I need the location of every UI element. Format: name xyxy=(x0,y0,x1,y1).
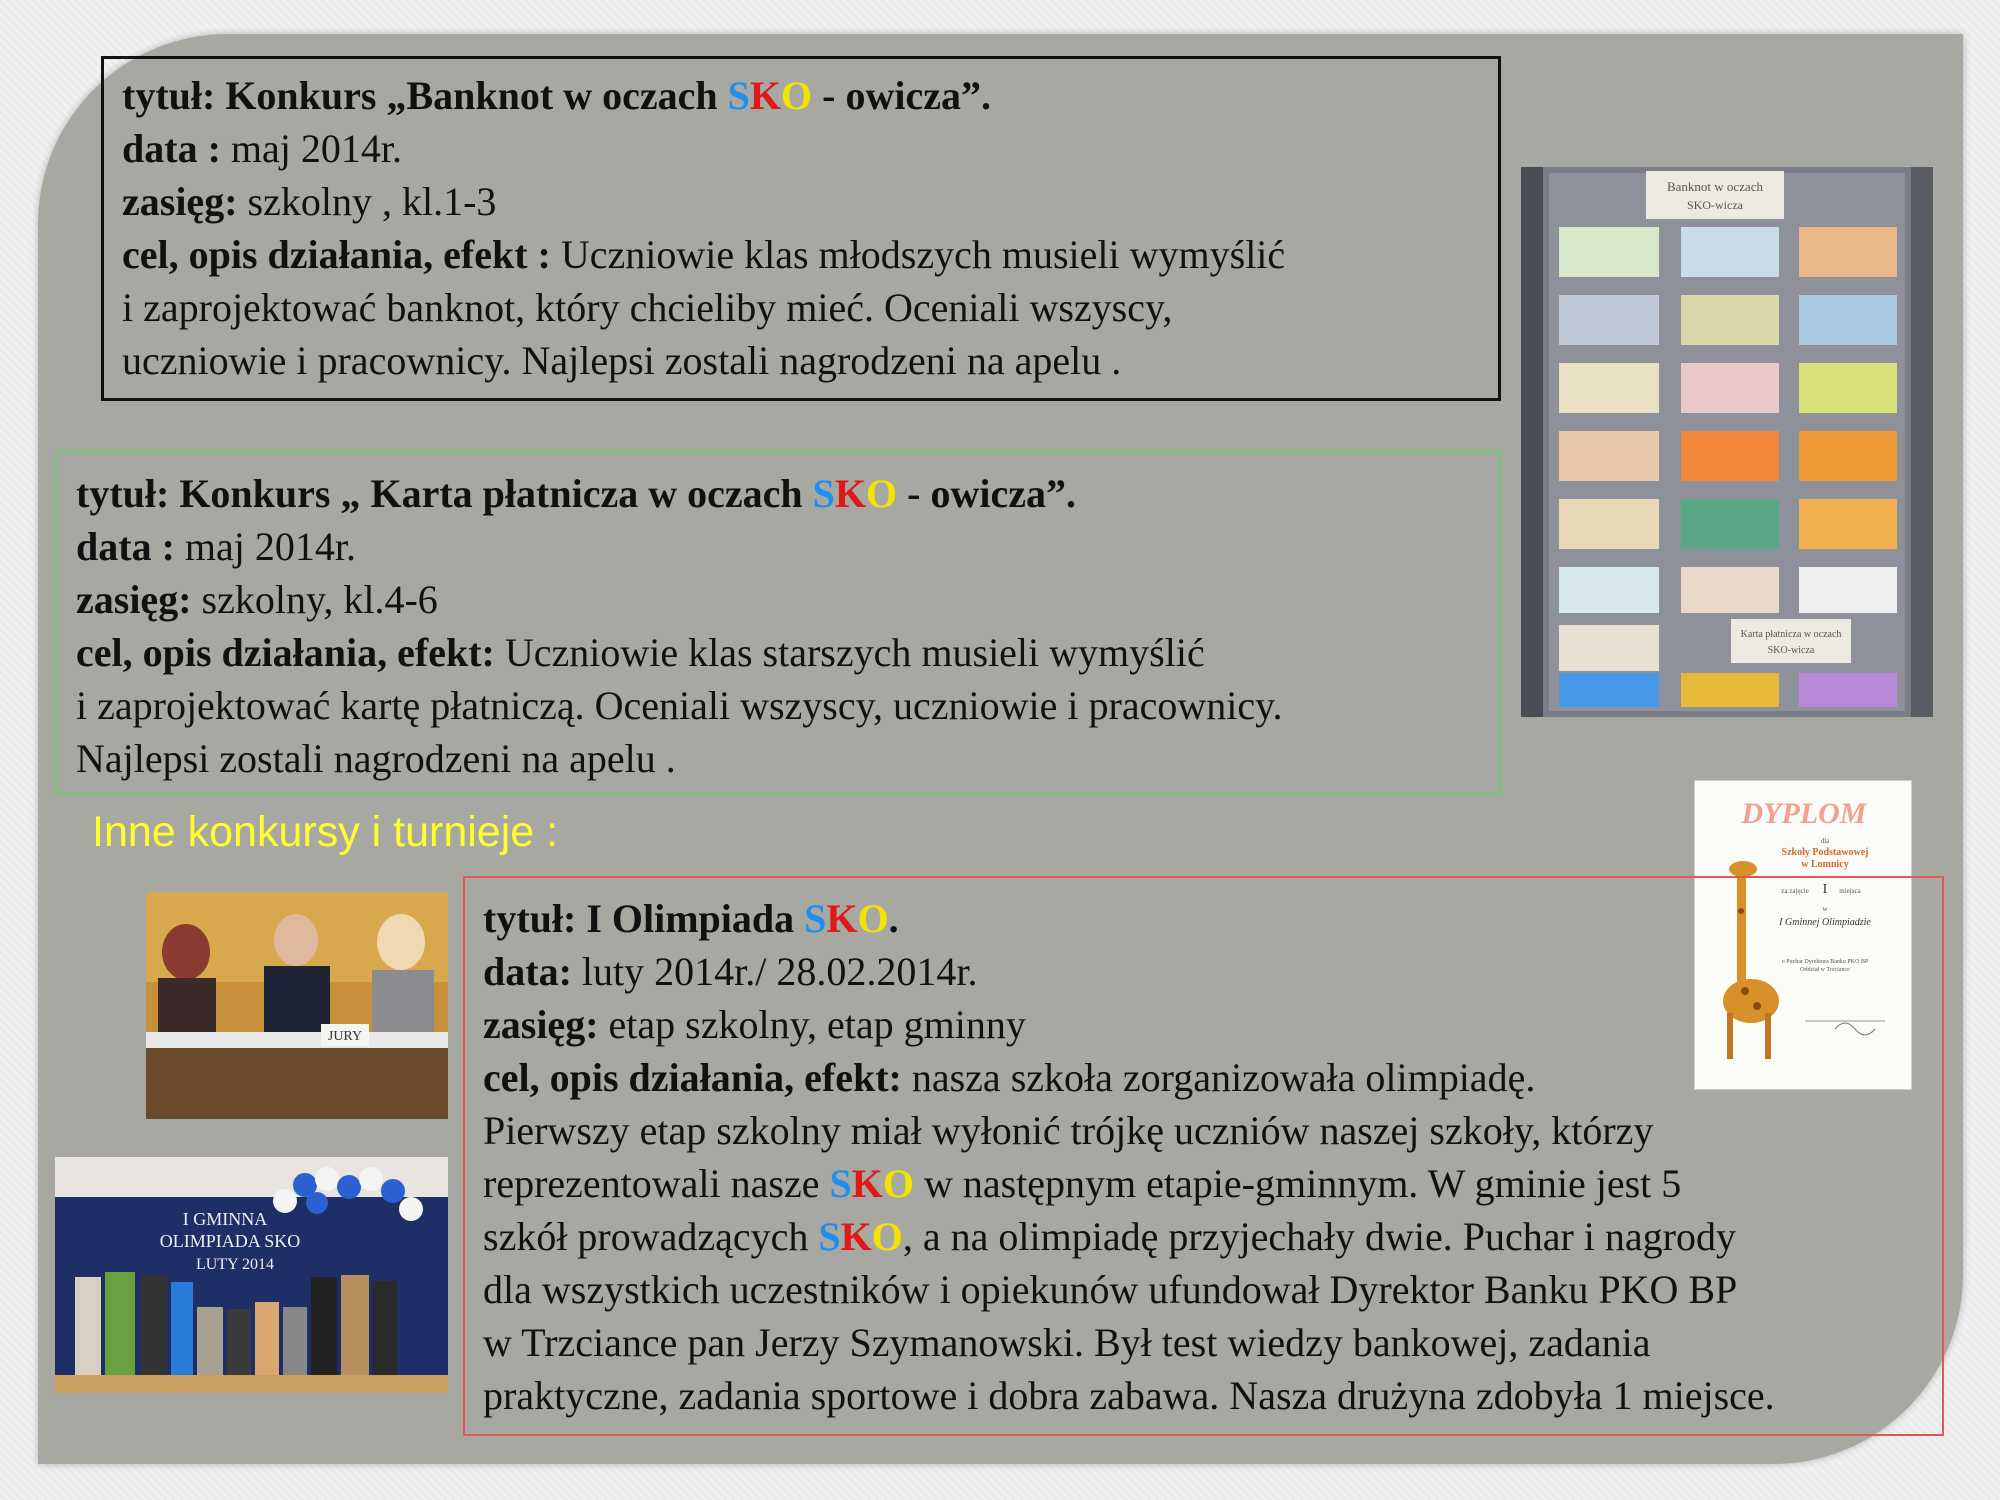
other-contests-heading: Inne konkursy i turnieje : xyxy=(92,808,559,856)
diploma-heading: DYPLOM xyxy=(1741,797,1867,830)
contest-date: data : maj 2014r. xyxy=(122,126,402,171)
svg-text:OLIMPIADA SKO: OLIMPIADA SKO xyxy=(159,1231,301,1251)
contest-goal: cel, opis działania, efekt : Uczniowie klas młodszych musieli wymyślić xyxy=(122,232,1286,277)
board-illustration xyxy=(1521,167,1933,717)
olympiad-group-photo xyxy=(55,1157,448,1393)
olympiad-goal-line: szkół prowadzących SKO, a na olimpiadę przyjechały dwie. Puchar i nagrody xyxy=(483,1214,1736,1259)
sko-o: O xyxy=(871,1214,903,1259)
svg-text:w Lomnicy: w Lomnicy xyxy=(1801,859,1849,870)
sko-o: O xyxy=(781,73,813,118)
contest-goal: cel, opis działania, efekt: Uczniowie klas starszych musieli wymyślić xyxy=(76,630,1205,675)
olympiad-goal-line: dla wszystkich uczestników i opiekunów ufundował Dyrektor Banku PKO BP xyxy=(483,1267,1738,1312)
sko-s: S xyxy=(727,73,750,118)
contest-date: data : maj 2014r. xyxy=(76,524,356,569)
contest-goal-line: i zaprojektować kartę płatniczą. Oceniali wszyscy, uczniowie i pracownicy. xyxy=(76,683,1283,728)
contest-scope: zasięg: szkolny , kl.1-3 xyxy=(122,179,497,224)
contest-card-box xyxy=(55,450,1502,795)
svg-text:Oddział w Trzciance: Oddział w Trzciance xyxy=(1800,967,1850,973)
olympiad-scope: zasięg: etap szkolny, etap gminny xyxy=(483,1002,1026,1047)
svg-text:o Puchar Dyrektora Banku PKO B: o Puchar Dyrektora Banku PKO BP xyxy=(1781,959,1869,965)
svg-text:SKO-wicza: SKO-wicza xyxy=(1767,645,1815,656)
olympiad-title: tytuł: I Olimpiada SKO. xyxy=(483,896,899,941)
sko-k: K xyxy=(826,896,858,941)
sko-s: S xyxy=(829,1161,852,1206)
sko-o: O xyxy=(882,1161,914,1206)
svg-text:Szkoły Podstawowej: Szkoły Podstawowej xyxy=(1781,847,1869,858)
sko-s: S xyxy=(812,471,835,516)
sko-k: K xyxy=(834,471,866,516)
svg-text:w: w xyxy=(1822,905,1828,913)
group-illustration xyxy=(55,1157,448,1393)
olympiad-date: data: luty 2014r./ 28.02.2014r. xyxy=(483,949,978,994)
board-sign-top: Banknot w oczach xyxy=(1666,179,1764,194)
contest-goal-line: i zaprojektować banknot, który chcieliby mieć. Oceniali wszyscy, xyxy=(122,285,1173,330)
sko-k: K xyxy=(749,73,781,118)
contest-scope: zasięg: szkolny, kl.4-6 xyxy=(76,577,438,622)
svg-text:SKO-wicza: SKO-wicza xyxy=(1687,198,1743,212)
sko-s: S xyxy=(804,896,827,941)
banknote-board-photo xyxy=(1521,167,1933,717)
olympiad-box xyxy=(463,876,1944,1436)
contest-title: tytuł: Konkurs „Banknot w oczach SKO - owicza”. xyxy=(122,73,991,118)
contest-goal-line: Najlepsi zostali nagrodzeni na apelu . xyxy=(76,736,676,781)
contest-goal-line: uczniowie i pracownicy. Najlepsi zostali nagrodzeni na apelu . xyxy=(122,338,1122,383)
contest-title: tytuł: Konkurs „ Karta płatnicza w oczach SKO - owicza”. xyxy=(76,471,1076,516)
sko-o: O xyxy=(866,471,898,516)
sko-s: S xyxy=(818,1214,841,1259)
jury-illustration xyxy=(146,892,448,1119)
svg-text:I Gminnej Olimpiadzie: I Gminnej Olimpiadzie xyxy=(1779,917,1871,928)
olympiad-goal-line: reprezentowali nasze SKO w następnym etapie-gminnym. W gminie jest 5 xyxy=(483,1161,1682,1206)
olympiad-goal-line: praktyczne, zadania sportowe i dobra zabawa. Nasza drużyna zdobyła 1 miejsce. xyxy=(483,1373,1775,1418)
olympiad-goal-line: w Trzciance pan Jerzy Szymanowski. Był test wiedzy bankowej, zadania xyxy=(483,1320,1651,1365)
svg-text:miejsca: miejsca xyxy=(1839,887,1861,895)
sko-o: O xyxy=(857,896,889,941)
svg-text:za zajęcie: za zajęcie xyxy=(1781,887,1809,895)
sko-k: K xyxy=(851,1161,883,1206)
olympiad-goal-line: Pierwszy etap szkolny miał wyłonić trójkę uczniów naszej szkoły, którzy xyxy=(483,1108,1654,1153)
svg-text:I: I xyxy=(1822,882,1828,897)
jury-photo xyxy=(146,892,448,1119)
jury-sign: JURY xyxy=(327,1029,363,1044)
svg-text:dla: dla xyxy=(1820,837,1830,845)
svg-text:LUTY 2014: LUTY 2014 xyxy=(195,1256,275,1273)
sko-k: K xyxy=(840,1214,872,1259)
group-banner: I GMINNA xyxy=(182,1209,268,1229)
contest-banknote-box xyxy=(101,56,1501,401)
olympiad-goal: cel, opis działania, efekt: nasza szkoła zorganizowała olimpiadę. xyxy=(483,1055,1536,1100)
board-sign-bottom: Karta płatnicza w oczach xyxy=(1740,629,1842,640)
